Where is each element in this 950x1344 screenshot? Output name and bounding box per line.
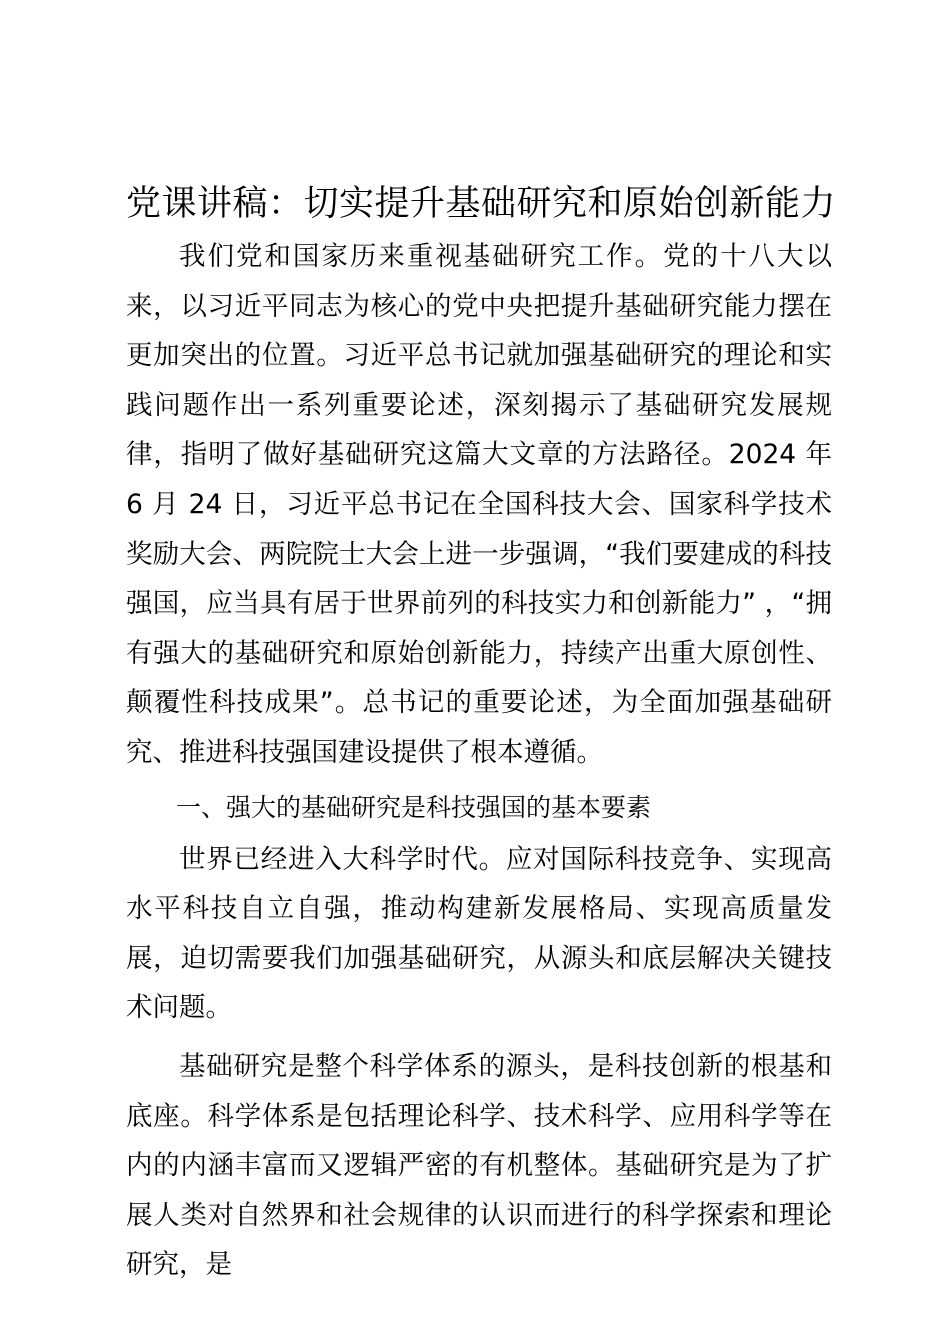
paragraph-big-science: 世界已经进入大科学时代。应对国际科技竞争、实现高水平科技自立自强，推动构建新发展格局、实现高质量发展，迫切需要我们加强基础研究，从源头和底层解决关键技术问题。 [126,843,832,1024]
document-title: 党课讲稿：切实提升基础研究和原始创新能力 [126,184,837,224]
section-heading: 一、强大的基础研究是科技强国的基本要素 [176,792,652,822]
document-body [126,232,832,1290]
paragraph-intro: 我们党和国家历来重视基础研究工作。党的十八大以来，以习近平同志为核心的党中央把提升基础研究能力摆在更加突出的位置。习近平总书记就加强基础研究的理论和实践问题作出一系列重要论述，深刻揭示了基础研究发展规律，指明了做好基础研究这篇大文章的方法路径。2024 年 6 月 24 日，习近平总书记在全国科技大会、国家科学技术奖励大会、两院院士大会上进一步强调，“我们要建成的科技强国，应当具有居于世界前列的科技实力和创新能力” ，“拥有强大的基础研究和原始创新能力，持续产出重大原创性、颠覆性科技成果”。总书记的重要论述，为全面加强基础研究、推进科技强国建设提供了根本遵循。 [126,241,832,768]
paragraph-basic-research: 基础研究是整个科学体系的源头，是科技创新的根基和底座。科学体系是包括理论科学、技术科学、应用科学等在内的内涵丰富而又逻辑严密的有机整体。基础研究是为了扩展人类对自然界和社会规律的认识而进行的科学探索和理论研究，是 [126,1050,832,1281]
